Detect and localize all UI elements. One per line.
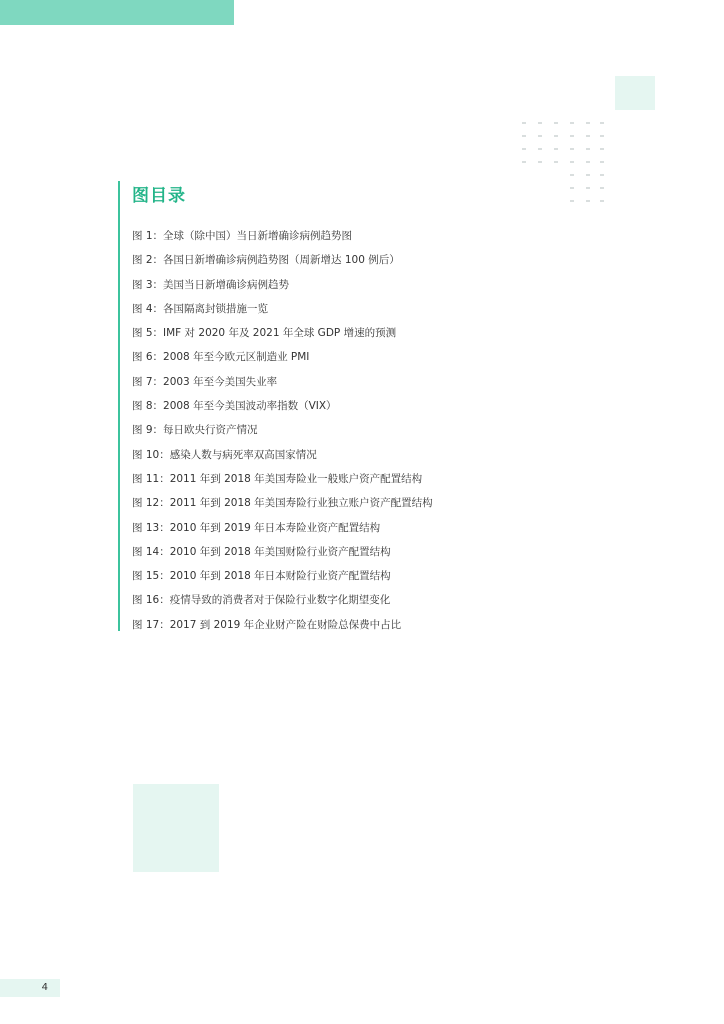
toc-item-11[interactable]: 图 11：2011 年到 2018 年美国寿险业一般账户资产配置结构 xyxy=(132,472,423,485)
toc-item-7[interactable]: 图 7：2003 年至今美国失业率 xyxy=(132,375,278,388)
toc-item-17[interactable]: 图 17：2017 到 2019 年企业财产险在财险总保费中占比 xyxy=(132,618,402,631)
decorative-square xyxy=(615,76,655,110)
toc-item-6[interactable]: 图 6：2008 年至今欧元区制造业 PMI xyxy=(132,351,310,364)
toc-item-3[interactable]: 图 3：美国当日新增确诊病例趋势 xyxy=(132,278,290,291)
toc-list xyxy=(132,227,433,640)
decorative-square xyxy=(133,784,219,872)
toc-item-15[interactable]: 图 15：2010 年到 2018 年日本财险行业资产配置结构 xyxy=(132,570,391,583)
page-number-tab xyxy=(0,979,60,997)
toc-item-4[interactable]: 图 4：各国隔离封锁措施一览 xyxy=(132,302,269,315)
toc-item-13[interactable]: 图 13：2010 年到 2019 年日本寿险业资产配置结构 xyxy=(132,521,381,534)
toc-item-14[interactable]: 图 14：2010 年到 2018 年美国财险行业资产配置结构 xyxy=(132,545,391,558)
toc-item-10[interactable]: 图 10：感染人数与病死率双高国家情况 xyxy=(132,448,317,461)
toc-item-2[interactable]: 图 2：各国日新增确诊病例趋势图（周新增达 100 例后） xyxy=(132,254,400,267)
toc-item-12[interactable]: 图 12：2011 年到 2018 年美国寿险行业独立账户资产配置结构 xyxy=(132,497,433,510)
toc-item-8[interactable]: 图 8：2008 年至今美国波动率指数（VIX） xyxy=(132,400,337,413)
toc-item-9[interactable]: 图 9：每日欧央行资产情况 xyxy=(132,424,258,437)
toc-title: 图目录 xyxy=(132,186,186,206)
header-accent-bar xyxy=(0,0,234,25)
toc-item-1[interactable]: 图 1：全球（除中国）当日新增确诊病例趋势图 xyxy=(132,230,353,242)
toc-item-16[interactable]: 图 16：疫情导致的消费者对于保险行业数字化期望变化 xyxy=(132,594,391,607)
page-number: 4 xyxy=(41,982,48,993)
toc-item-5[interactable]: 图 5：IMF 对 2020 年及 2021 年全球 GDP 增速的预测 xyxy=(132,327,397,340)
table-of-figures xyxy=(118,181,550,631)
